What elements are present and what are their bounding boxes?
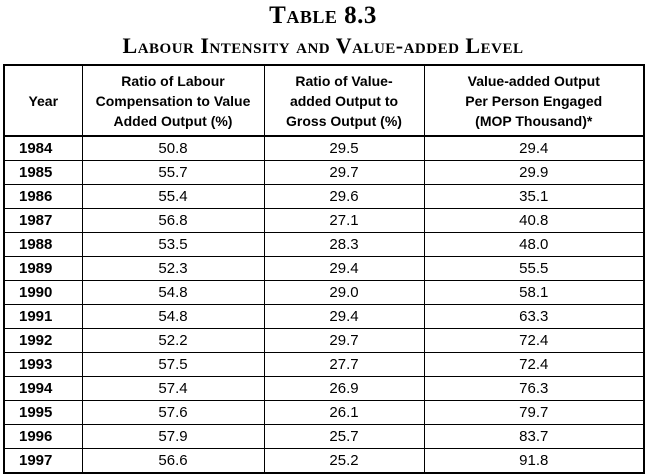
labour-ratio-cell: 57.5 [82, 353, 264, 377]
year-cell: 1992 [4, 329, 82, 353]
header-year: Year [4, 65, 82, 136]
labour-ratio-cell: 54.8 [82, 305, 264, 329]
va-per-person-cell: 63.3 [424, 305, 644, 329]
table-row [4, 233, 644, 257]
labour-ratio-cell: 54.8 [82, 281, 264, 305]
header-va-per-person-line: Value-added Output [467, 72, 600, 89]
year-cell: 1997 [4, 449, 82, 474]
labour-ratio-cell: 57.6 [82, 401, 264, 425]
va-ratio-cell: 29.6 [264, 185, 424, 209]
va-ratio-cell: 29.5 [264, 136, 424, 161]
table-row [4, 257, 644, 281]
header-va-per-person [424, 65, 644, 136]
labour-ratio-cell: 57.4 [82, 377, 264, 401]
year-cell: 1989 [4, 257, 82, 281]
va-ratio-cell: 29.7 [264, 161, 424, 185]
va-ratio-cell: 29.4 [264, 305, 424, 329]
header-va-ratio [264, 65, 424, 136]
va-ratio-cell: 26.9 [264, 377, 424, 401]
va-per-person-cell: 76.3 [424, 377, 644, 401]
va-ratio-cell: 29.7 [264, 329, 424, 353]
table-row [4, 449, 644, 474]
table-row [4, 401, 644, 425]
va-ratio-cell: 27.7 [264, 353, 424, 377]
year-cell: 1987 [4, 209, 82, 233]
header-labour-ratio-line: Compensation to Value [95, 92, 251, 109]
header-va-per-person-line: (MOP Thousand)* [475, 112, 593, 129]
va-per-person-cell: 79.7 [424, 401, 644, 425]
va-ratio-cell: 29.4 [264, 257, 424, 281]
va-per-person-cell: 40.8 [424, 209, 644, 233]
labour-ratio-cell: 56.8 [82, 209, 264, 233]
va-per-person-cell: 83.7 [424, 425, 644, 449]
va-ratio-cell: 26.1 [264, 401, 424, 425]
year-cell: 1994 [4, 377, 82, 401]
header-labour-ratio [82, 65, 264, 136]
va-per-person-cell: 29.9 [424, 161, 644, 185]
table-title: Labour Intensity and Value-added Level [122, 33, 524, 58]
year-cell: 1996 [4, 425, 82, 449]
table-row [4, 185, 644, 209]
va-per-person-cell: 35.1 [424, 185, 644, 209]
header-va-per-person-line: Per Person Engaged [465, 92, 603, 109]
table-row [4, 136, 644, 161]
va-ratio-cell: 29.0 [264, 281, 424, 305]
table-row [4, 305, 644, 329]
year-cell: 1986 [4, 185, 82, 209]
header-va-ratio-line: Gross Output (%) [286, 112, 402, 129]
table-row [4, 209, 644, 233]
va-per-person-cell: 91.8 [424, 449, 644, 474]
year-cell: 1984 [4, 136, 82, 161]
year-cell: 1985 [4, 161, 82, 185]
header-va-ratio-line: Ratio of Value- [295, 72, 393, 89]
labour-ratio-cell: 50.8 [82, 136, 264, 161]
header-va-ratio-line: added Output to [289, 92, 399, 109]
labour-ratio-cell: 55.7 [82, 161, 264, 185]
va-per-person-cell: 58.1 [424, 281, 644, 305]
table-row [4, 161, 644, 185]
table-row [4, 329, 644, 353]
table-row [4, 281, 644, 305]
va-ratio-cell: 27.1 [264, 209, 424, 233]
va-per-person-cell: 55.5 [424, 257, 644, 281]
table-row [4, 425, 644, 449]
header-labour-ratio-line: Ratio of Labour [121, 72, 225, 89]
labour-intensity-table [3, 64, 645, 474]
header-row [4, 65, 644, 136]
year-cell: 1991 [4, 305, 82, 329]
labour-ratio-cell: 57.9 [82, 425, 264, 449]
year-cell: 1990 [4, 281, 82, 305]
va-per-person-cell: 72.4 [424, 329, 644, 353]
year-cell: 1995 [4, 401, 82, 425]
va-per-person-cell: 48.0 [424, 233, 644, 257]
labour-ratio-cell: 53.5 [82, 233, 264, 257]
labour-ratio-cell: 52.2 [82, 329, 264, 353]
table-row [4, 353, 644, 377]
va-per-person-cell: 29.4 [424, 136, 644, 161]
table-number: Table 8.3 [269, 2, 377, 29]
year-cell: 1988 [4, 233, 82, 257]
year-cell: 1993 [4, 353, 82, 377]
va-ratio-cell: 28.3 [264, 233, 424, 257]
va-ratio-cell: 25.7 [264, 425, 424, 449]
table-row [4, 377, 644, 401]
labour-ratio-cell: 52.3 [82, 257, 264, 281]
va-per-person-cell: 72.4 [424, 353, 644, 377]
header-labour-ratio-line: Added Output (%) [113, 112, 233, 129]
labour-ratio-cell: 55.4 [82, 185, 264, 209]
labour-ratio-cell: 56.6 [82, 449, 264, 474]
va-ratio-cell: 25.2 [264, 449, 424, 474]
